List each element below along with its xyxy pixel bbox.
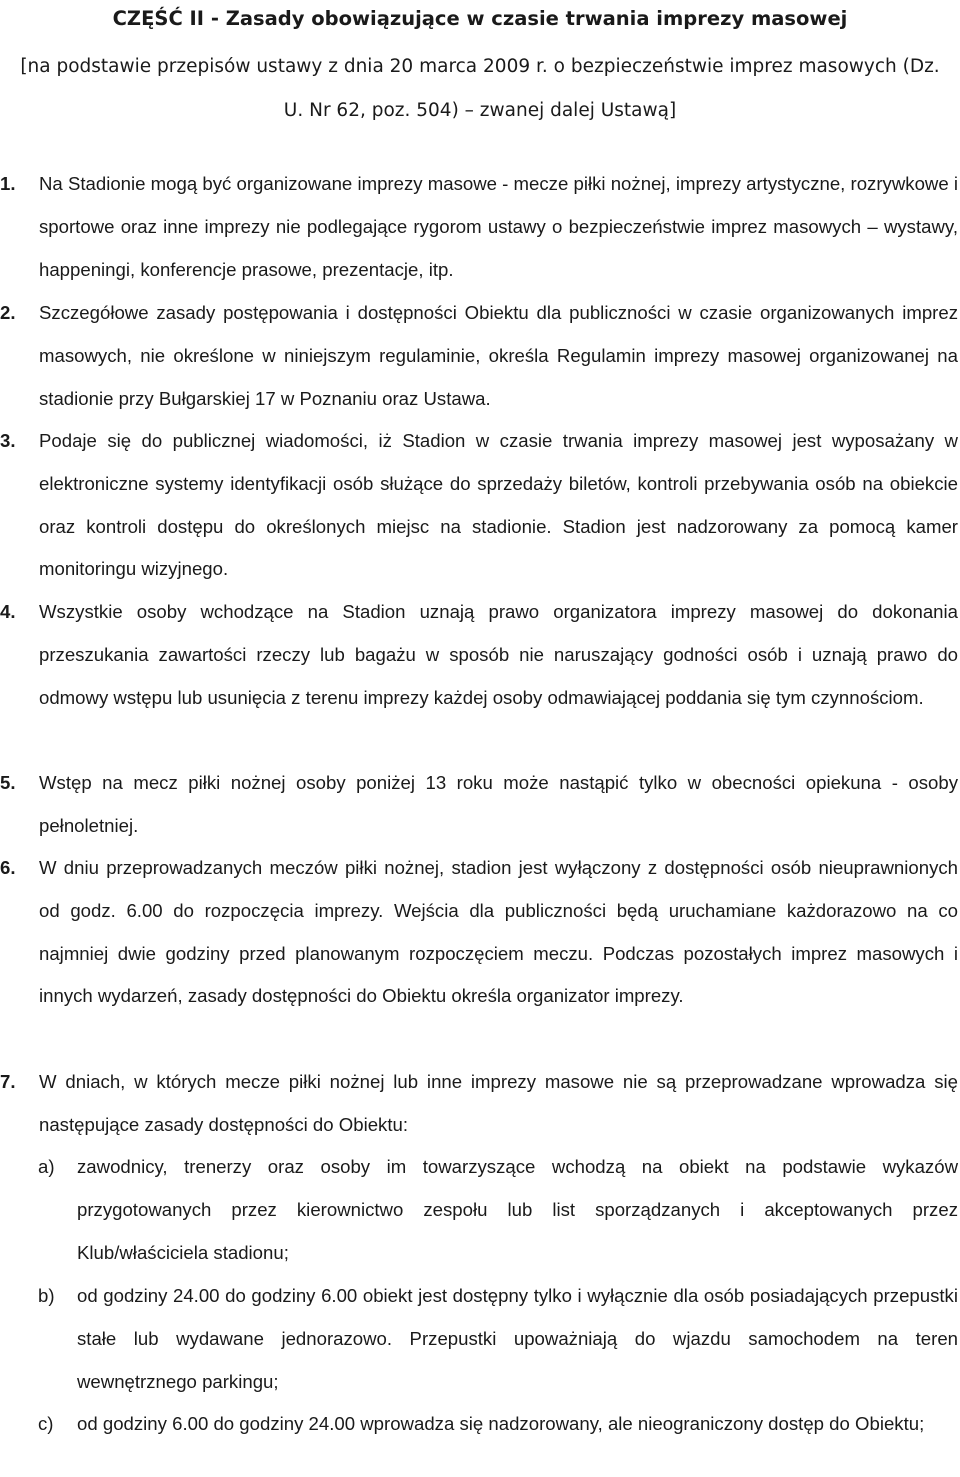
subitem-label: b) bbox=[38, 1285, 55, 1306]
subitem-text: od godziny 6.00 do godziny 24.00 wprowadza się nadzorowany, ale nieograniczony dostęp do Obiektu; bbox=[77, 1413, 925, 1434]
rule-item-4 bbox=[0, 591, 958, 719]
subitem-label: c) bbox=[38, 1413, 54, 1434]
rule-subitem-a bbox=[0, 1146, 958, 1274]
rule-number: 6. bbox=[0, 857, 16, 878]
rule-text: Szczegółowe zasady postępowania i dostępności Obiektu dla publiczności w czasie organizowanych imprez masowych, nie określone w niniejszym regulaminie, określa Regulamin imprezy masowej organizowanej na stadionie przy Bułgarskiej 17 w Poznaniu oraz Ustawa. bbox=[39, 302, 958, 409]
rule-text: Na Stadionie mogą być organizowane imprezy masowe - mecze piłki nożnej, imprezy artystyczne, rozrywkowe i sportowe oraz inne imprezy nie podlegające rygorom ustawy o bezpieczeństwie imprez masowych – wystawy, happeningi, konferencje prasowe, prezentacje, itp. bbox=[39, 173, 958, 280]
rule-text: W dniu przeprowadzanych meczów piłki nożnej, stadion jest wyłączony z dostępności osób nieuprawnionych od godz. 6.00 do rozpoczęcia imprezy. Wejścia dla publiczności będą uruchamiane każdorazowo na co najmniej dwie godziny przed planowanym rozpoczęciem meczu. Podczas pozostałych imprez masowych i innych wydarzeń, zasady dostępności do Obiektu określa organizator imprezy. bbox=[39, 857, 958, 1007]
rule-subitem-c bbox=[0, 1403, 958, 1446]
subitem-text: od godziny 24.00 do godziny 6.00 obiekt jest dostępny tylko i wyłącznie dla osób posiadających przepustki stałe lub wydawane jednorazowo. Przepustki upoważniają do wjazdu samochodem na teren wewnętrznego parkingu; bbox=[77, 1285, 958, 1392]
rule-subitem-b bbox=[0, 1275, 958, 1403]
rule-text: W dniach, w których mecze piłki nożnej lub inne imprezy masowe nie są przeprowadzane wprowadza się następujące zasady dostępności do Obiektu: bbox=[39, 1071, 958, 1135]
rule-number: 5. bbox=[0, 772, 16, 793]
rule-text: Wstęp na mecz piłki nożnej osoby poniżej 13 roku może nastąpić tylko w obecności opiekuna - osoby pełnoletniej. bbox=[39, 772, 958, 836]
legal-basis-note bbox=[0, 45, 960, 133]
legal-basis-line-1: [na podstawie przepisów ustawy z dnia 20 marca 2009 r. o bezpieczeństwie imprez masowych (Dz. bbox=[20, 56, 940, 77]
rule-item-6 bbox=[0, 847, 958, 1018]
rule-item-3 bbox=[0, 420, 958, 591]
section-title: CZĘŚĆ II - Zasady obowiązujące w czasie trwania imprezy masowej bbox=[112, 7, 848, 30]
legal-basis-line-2: U. Nr 62, poz. 504) – zwanej dalej Ustawą] bbox=[283, 100, 677, 121]
rule-number: 2. bbox=[0, 302, 16, 323]
rule-text: Podaje się do publicznej wiadomości, iż Stadion w czasie trwania imprezy masowej jest wyposażany w elektroniczne systemy identyfikacji osób służące do sprzedaży biletów, kontroli przebywania osób na obiekcie oraz kontroli dostępu do określonych miejsc na stadionie. Stadion jest nadzorowany za pomocą kamer monitoringu wizyjnego. bbox=[39, 430, 958, 580]
rule-number: 1. bbox=[0, 173, 16, 194]
rule-item-7 bbox=[0, 1061, 958, 1147]
rule-number: 7. bbox=[0, 1071, 16, 1092]
rule-number: 4. bbox=[0, 601, 16, 622]
rule-number: 3. bbox=[0, 430, 16, 451]
subitem-label: a) bbox=[38, 1156, 55, 1177]
rule-text: Wszystkie osoby wchodzące na Stadion uznają prawo organizatora imprezy masowej do dokonania przeszukania zawartości rzeczy lub bagażu w sposób nie naruszający godności osób i uznają prawo do odmowy wstępu lub usunięcia z terenu imprezy każdej osoby odmawiającej poddania się tym czynnościom. bbox=[39, 601, 958, 708]
subitem-text: zawodnicy, trenerzy oraz osoby im towarzyszące wchodzą na obiekt na podstawie wykazów przygotowanych przez kierownictwo zespołu lub list sporządzanych i akceptowanych przez Klub/właściciela stadionu; bbox=[77, 1156, 958, 1263]
rule-item-2 bbox=[0, 292, 958, 420]
rule-item-1 bbox=[0, 163, 958, 291]
rule-item-5 bbox=[0, 762, 958, 848]
